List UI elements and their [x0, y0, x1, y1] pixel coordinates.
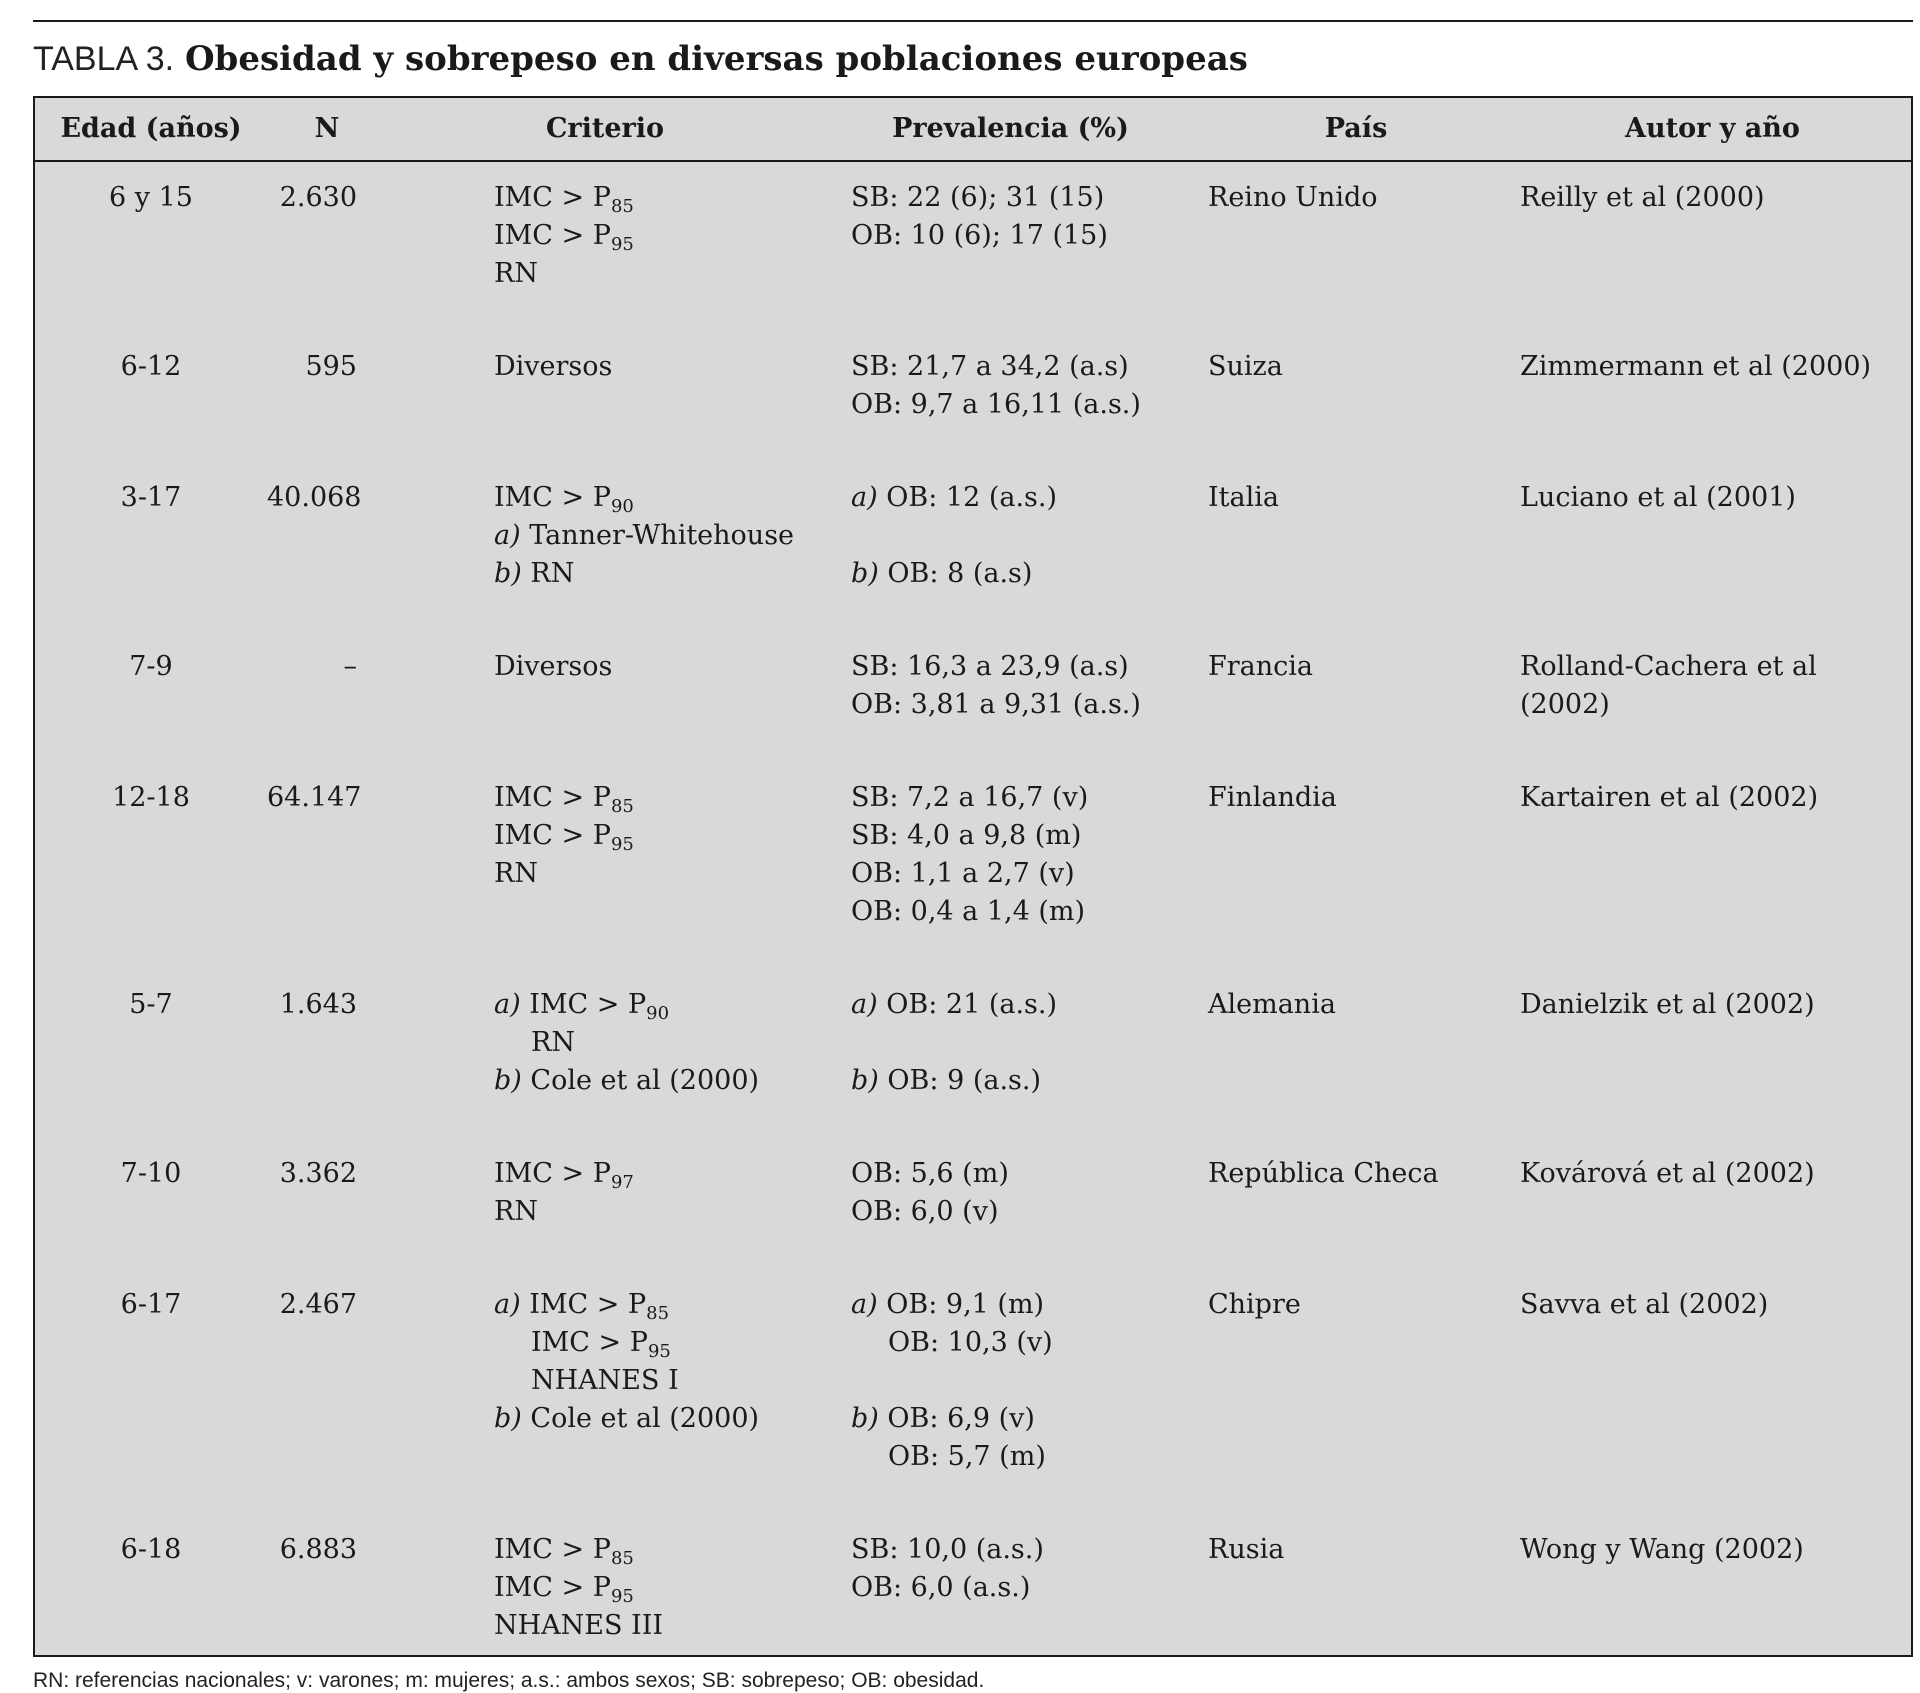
cell-line — [851, 1155, 1198, 1193]
cell-line — [851, 348, 1198, 386]
item-marker: a) — [851, 1289, 878, 1320]
cell-pais: Finlandia — [1208, 782, 1337, 813]
line-text: IMC > P — [494, 820, 611, 851]
cell-autor: Rolland-Cachera et al (2002) — [1520, 651, 1817, 720]
cell-autor: Kartairen et al (2002) — [1520, 782, 1819, 813]
line-text: OB: 8 (a.s) — [887, 558, 1033, 589]
line-text: IMC > P — [494, 1572, 611, 1603]
percentile-subscript: 90 — [646, 1003, 670, 1024]
line-text: RN — [531, 1027, 575, 1058]
cell-pais: Chipre — [1208, 1289, 1301, 1320]
item-marker: b) — [851, 558, 879, 589]
cell-line — [494, 348, 823, 386]
percentile-subscript: 95 — [610, 234, 634, 255]
cell-line — [851, 1362, 1198, 1400]
cell-line — [851, 893, 1198, 931]
percentile-subscript: 95 — [610, 834, 634, 855]
line-text: OB: 6,0 (a.s.) — [851, 1572, 1031, 1603]
cell-autor: Luciano et al (2001) — [1520, 482, 1796, 513]
line-text: NHANES III — [494, 1610, 664, 1641]
cell-edad: 6 y 15 — [109, 182, 193, 213]
cell-line — [851, 648, 1198, 686]
cell-line — [851, 986, 1198, 1024]
cell-line — [851, 555, 1198, 593]
line-text: OB: 5,7 (m) — [888, 1441, 1046, 1472]
cell-line — [851, 1193, 1198, 1231]
cell-criterio — [387, 331, 823, 462]
cell-line — [494, 1569, 823, 1607]
table-row — [35, 1138, 1911, 1269]
line-text: OB: 0,4 a 1,4 (m) — [851, 896, 1086, 927]
cell-line — [494, 1531, 823, 1569]
cell-line — [851, 1400, 1198, 1438]
cell-line — [851, 1062, 1198, 1100]
table-body — [35, 161, 1911, 1655]
cell-criterio — [387, 969, 823, 1138]
line-text: RN — [494, 258, 538, 289]
percentile-subscript: 95 — [610, 1586, 634, 1607]
header-edad: Edad (años) — [35, 98, 267, 161]
cell-criterio — [387, 462, 823, 631]
line-text: IMC > P — [531, 1327, 648, 1358]
cell-line — [494, 1193, 823, 1231]
cell-prevalencia — [823, 1514, 1198, 1655]
cell-line — [494, 986, 823, 1024]
header-row — [35, 98, 1911, 161]
cell-edad: 5-7 — [129, 989, 173, 1020]
cell-prevalencia — [823, 631, 1198, 762]
cell-line — [494, 648, 823, 686]
cell-criterio — [387, 1514, 823, 1655]
table-footnote: RN: referencias nacionales; v: varones; m: mujeres; a.s.: ambos sexos; SB: sobrepeso; OB: obesidad. — [33, 1669, 985, 1692]
cell-criterio — [387, 631, 823, 762]
percentile-subscript: 85 — [646, 1303, 670, 1324]
cell-n: 1.643 — [279, 989, 357, 1020]
line-text: RN — [494, 858, 538, 889]
percentile-subscript: 85 — [610, 196, 634, 217]
line-text: OB: 6,9 (v) — [887, 1403, 1035, 1434]
cell-autor: Savva et al (2002) — [1520, 1289, 1769, 1320]
cell-line — [494, 1400, 823, 1438]
cell-line — [851, 1569, 1198, 1607]
cell-pais: Suiza — [1208, 351, 1283, 382]
cell-line — [851, 517, 1198, 555]
cell-line — [494, 779, 823, 817]
line-text: Diversos — [494, 651, 613, 682]
item-marker: a) — [851, 989, 878, 1020]
line-text: RN — [530, 558, 575, 589]
cell-line — [494, 1607, 823, 1645]
cell-n: 6.883 — [279, 1534, 357, 1565]
cell-line — [851, 817, 1198, 855]
item-marker: a) — [494, 520, 521, 551]
header-prevalencia: Prevalencia (%) — [823, 98, 1198, 161]
table-container — [33, 96, 1913, 1657]
cell-pais: Reino Unido — [1208, 182, 1378, 213]
cell-prevalencia — [823, 762, 1198, 969]
cell-pais: República Checa — [1208, 1158, 1439, 1189]
line-text: NHANES I — [531, 1365, 679, 1396]
line-text: RN — [494, 1196, 538, 1227]
table-row — [35, 462, 1911, 631]
cell-line — [851, 1024, 1198, 1062]
line-text: IMC > P — [494, 220, 611, 251]
line-text: IMC > P — [494, 1534, 611, 1565]
cell-pais: Italia — [1208, 482, 1279, 513]
item-marker: b) — [494, 1065, 522, 1096]
item-marker: a) — [494, 1289, 521, 1320]
cell-line — [494, 555, 823, 593]
cell-line — [494, 1286, 823, 1324]
cell-line — [494, 217, 823, 255]
cell-line — [851, 179, 1198, 217]
cell-line — [494, 179, 823, 217]
item-marker: b) — [494, 1403, 522, 1434]
cell-line — [851, 386, 1198, 424]
cell-prevalencia — [823, 969, 1198, 1138]
cell-line — [851, 1438, 1198, 1476]
line-text: OB: 1,1 a 2,7 (v) — [851, 858, 1075, 889]
line-text: OB: 12 (a.s.) — [886, 482, 1058, 513]
item-marker: b) — [851, 1065, 879, 1096]
top-rule — [33, 20, 1913, 22]
table-figure — [33, 20, 1913, 1693]
cell-prevalencia — [823, 331, 1198, 462]
table-row — [35, 969, 1911, 1138]
line-text: IMC > P — [529, 989, 647, 1020]
cell-autor: Zimmermann et al (2000) — [1520, 351, 1872, 382]
line-text: SB: 4,0 a 9,8 (m) — [851, 820, 1082, 851]
cell-prevalencia — [823, 1138, 1198, 1269]
line-text: OB: 5,6 (m) — [851, 1158, 1009, 1189]
cell-autor: Danielzik et al (2002) — [1520, 989, 1815, 1020]
line-text: OB: 10 (6); 17 (15) — [851, 220, 1108, 251]
cell-line — [851, 686, 1198, 724]
item-marker: b) — [494, 558, 522, 589]
cell-autor: Wong y Wang (2002) — [1520, 1534, 1804, 1565]
table-row — [35, 1514, 1911, 1655]
cell-line — [494, 817, 823, 855]
line-text: IMC > P — [494, 1158, 611, 1189]
line-text: Cole et al (2000) — [530, 1065, 760, 1096]
cell-line — [494, 1155, 823, 1193]
line-text: OB: 9,1 (m) — [886, 1289, 1045, 1320]
percentile-subscript: 97 — [610, 1172, 634, 1193]
cell-line — [851, 1286, 1198, 1324]
line-text: OB: 9 (a.s.) — [887, 1065, 1042, 1096]
cell-n: 595 — [305, 351, 357, 382]
table-row — [35, 331, 1911, 462]
cell-line — [494, 1362, 823, 1400]
cell-autor: Reilly et al (2000) — [1520, 182, 1765, 213]
cell-line — [494, 1024, 823, 1062]
cell-line — [851, 217, 1198, 255]
percentile-subscript: 85 — [610, 796, 634, 817]
line-text: OB: 10,3 (v) — [888, 1327, 1053, 1358]
table-caption — [33, 32, 1913, 86]
line-text: SB: 22 (6); 31 (15) — [851, 182, 1105, 213]
line-text: Cole et al (2000) — [530, 1403, 760, 1434]
header-n: N — [267, 98, 387, 161]
table-row — [35, 1269, 1911, 1514]
cell-n: – — [343, 651, 357, 682]
cell-line — [851, 1531, 1198, 1569]
cell-line — [851, 1324, 1198, 1362]
line-text: IMC > P — [494, 182, 611, 213]
percentile-subscript: 85 — [610, 1548, 634, 1569]
item-marker: b) — [851, 1403, 879, 1434]
cell-line — [494, 517, 823, 555]
table-row — [35, 762, 1911, 969]
line-text: OB: 21 (a.s.) — [886, 989, 1058, 1020]
cell-n: 2.630 — [279, 182, 357, 213]
cell-line — [494, 1324, 823, 1362]
cell-line — [494, 255, 823, 293]
cell-prevalencia — [823, 161, 1198, 331]
line-text: OB: 3,81 a 9,31 (a.s.) — [851, 689, 1141, 720]
cell-line — [851, 479, 1198, 517]
cell-line — [851, 855, 1198, 893]
header-pais: País — [1198, 98, 1514, 161]
cell-criterio — [387, 161, 823, 331]
cell-criterio — [387, 1138, 823, 1269]
cell-edad: 6-18 — [120, 1534, 182, 1565]
line-text: OB: 6,0 (v) — [851, 1196, 999, 1227]
cell-n: 40.068 — [267, 482, 362, 513]
cell-line — [494, 479, 823, 517]
line-text: OB: 9,7 a 16,11 (a.s.) — [851, 389, 1141, 420]
line-text: SB: 7,2 a 16,7 (v) — [851, 782, 1089, 813]
item-marker: a) — [851, 482, 878, 513]
table-row — [35, 161, 1911, 331]
cell-autor: Kovárová et al (2002) — [1520, 1158, 1815, 1189]
line-text: IMC > P — [494, 482, 611, 513]
cell-edad: 12-18 — [112, 782, 190, 813]
cell-line — [851, 779, 1198, 817]
cell-edad: 7-10 — [120, 1158, 182, 1189]
cell-pais: Francia — [1208, 651, 1313, 682]
cell-prevalencia — [823, 462, 1198, 631]
cell-criterio — [387, 762, 823, 969]
cell-pais: Alemania — [1208, 989, 1336, 1020]
line-text: SB: 10,0 (a.s.) — [851, 1534, 1044, 1565]
cell-edad: 6-12 — [120, 351, 182, 382]
cell-n: 64.147 — [267, 782, 362, 813]
cell-line — [494, 855, 823, 893]
table-header — [35, 98, 1911, 161]
header-autor: Autor y año — [1514, 98, 1911, 161]
table-row — [35, 631, 1911, 762]
line-text: SB: 16,3 a 23,9 (a.s) — [851, 651, 1129, 682]
data-table — [35, 98, 1911, 1655]
line-text: IMC > P — [529, 1289, 647, 1320]
cell-prevalencia — [823, 1269, 1198, 1514]
cell-edad: 7-9 — [129, 651, 173, 682]
item-marker: a) — [494, 989, 521, 1020]
line-text: SB: 21,7 a 34,2 (a.s) — [851, 351, 1129, 382]
line-text: IMC > P — [494, 782, 611, 813]
cell-n: 2.467 — [279, 1289, 357, 1320]
header-criterio: Criterio — [387, 98, 823, 161]
cell-line — [494, 1062, 823, 1100]
percentile-subscript: 95 — [647, 1341, 671, 1362]
cell-pais: Rusia — [1208, 1534, 1285, 1565]
cell-edad: 3-17 — [120, 482, 182, 513]
cell-criterio — [387, 1269, 823, 1514]
table-label: TABLA 3. — [33, 40, 175, 78]
percentile-subscript: 90 — [610, 496, 634, 517]
line-text: Diversos — [494, 351, 613, 382]
cell-edad: 6-17 — [120, 1289, 182, 1320]
cell-n: 3.362 — [279, 1158, 357, 1189]
line-text: Tanner-Whitehouse — [529, 520, 795, 551]
table-title: Obesidad y sobrepeso en diversas poblaciones europeas — [184, 39, 1248, 79]
